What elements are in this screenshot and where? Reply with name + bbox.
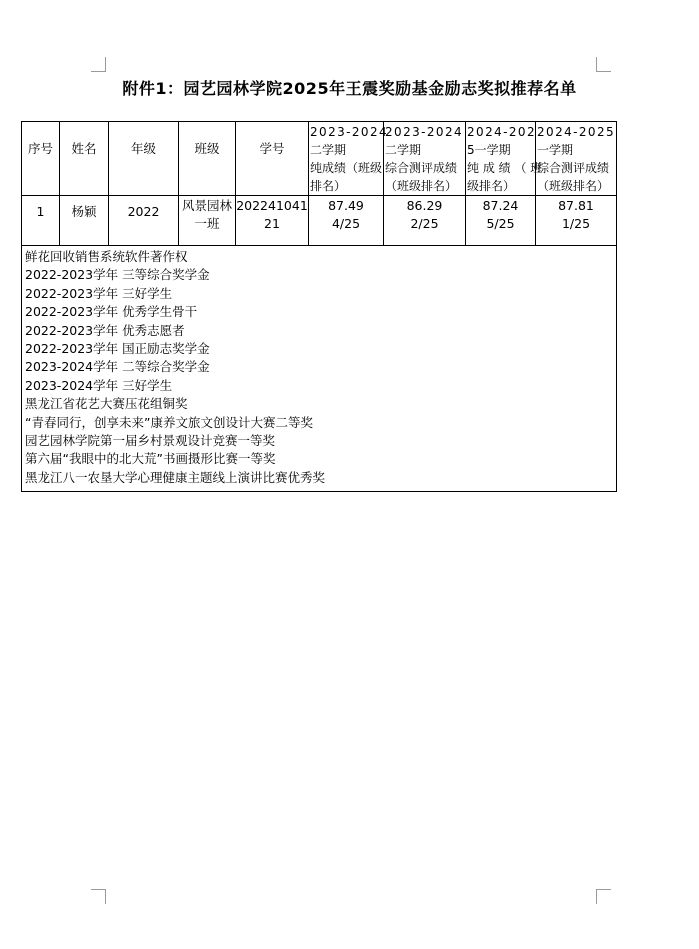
award-item: 2022-2023学年 优秀志愿者 — [25, 322, 185, 338]
header-score-2023-2024-pure — [309, 122, 389, 196]
header-student-id: 学号 — [236, 122, 309, 196]
header-score-text: 2023-2024 — [385, 125, 464, 139]
award-item: 第六届“我眼中的北大荒”书画摄形比赛一等奖 — [25, 451, 276, 467]
header-name: 姓名 — [60, 122, 109, 196]
cell-class-line: 一班 — [194, 216, 220, 231]
header-score-text: （班级排名） — [537, 179, 610, 193]
cell-class-line: 风景园林 — [181, 198, 232, 213]
header-grade: 年级 — [109, 122, 179, 196]
header-score-text: 排名） — [310, 179, 347, 193]
recommendation-table — [21, 121, 617, 492]
cell-score-value: 87.24 — [482, 198, 519, 213]
award-item: 2022-2023学年 优秀学生骨干 — [25, 304, 198, 320]
award-item: 黑龙江八一农垦大学心理健康主题线上演讲比赛优秀奖 — [25, 469, 326, 485]
cell-score-1 — [309, 196, 384, 246]
header-score-2023-2024-comprehensive — [384, 122, 466, 196]
cell-score-4 — [536, 196, 617, 246]
cell-score-2 — [384, 196, 466, 246]
header-score-text: （班级排名） — [385, 179, 458, 193]
crop-mark-bottom-right — [596, 889, 611, 904]
crop-mark-bottom-left — [91, 889, 106, 904]
header-score-text: 级排名） — [467, 179, 516, 193]
table-row — [22, 196, 617, 246]
header-score-text: 综合测评成绩 — [537, 161, 610, 175]
cell-score-rank: 2/25 — [410, 216, 439, 231]
award-item: 2022-2023学年 三等综合奖学金 — [25, 267, 210, 283]
cell-name: 杨颖 — [60, 196, 109, 246]
header-score-text: 二学期 — [310, 143, 347, 157]
cell-score-value: 86.29 — [406, 198, 443, 213]
cell-grade: 2022 — [109, 196, 179, 246]
crop-mark-top-left — [91, 57, 106, 72]
cell-score-value: 87.81 — [558, 198, 594, 213]
header-score-text: 2023-2024 — [310, 125, 389, 139]
header-score-text: 2024-202 — [467, 125, 536, 139]
awards-row — [22, 246, 617, 492]
cell-student-id — [236, 196, 309, 246]
cell-score-rank: 4/25 — [331, 216, 361, 231]
cell-score-3 — [466, 196, 536, 246]
award-item: 2022-2023学年 三好学生 — [25, 285, 173, 301]
header-score-text: 纯 成 绩 （ 班 — [467, 161, 543, 175]
header-score-text: 5一学期 — [467, 143, 511, 157]
cell-score-value: 87.49 — [328, 198, 364, 213]
page-title: 附件1：园艺园林学院2025年王震奖励基金励志奖拟推荐名单 — [122, 79, 577, 98]
award-item: 2022-2023学年 国正励志奖学金 — [25, 341, 210, 357]
cell-score-rank: 5/25 — [486, 216, 515, 231]
cell-score-rank: 1/25 — [561, 216, 591, 231]
award-item: “青春同行，创享未来”康养文旅文创设计大赛二等奖 — [25, 414, 313, 430]
header-score-2024-2025-comprehensive — [536, 122, 617, 196]
crop-mark-top-right — [596, 57, 611, 72]
header-score-text: 综合测评成绩 — [385, 161, 458, 175]
cell-student-id-line: 202241041 — [236, 198, 308, 213]
award-item: 2023-2024学年 二等综合奖学金 — [25, 359, 210, 375]
award-item: 鲜花回收销售系统软件著作权 — [25, 249, 188, 264]
header-score-text: 纯成绩（班级 — [310, 161, 383, 175]
header-index: 序号 — [22, 122, 60, 196]
header-score-2024-2025-pure — [466, 122, 543, 196]
award-item: 2023-2024学年 三好学生 — [25, 377, 173, 393]
cell-class — [179, 196, 236, 246]
award-item: 黑龙江省花艺大赛压花组铜奖 — [25, 396, 188, 412]
header-score-text: 一学期 — [537, 143, 574, 157]
header-score-text: 二学期 — [385, 143, 422, 157]
cell-index: 1 — [22, 196, 60, 246]
header-score-text: 2024-2025 — [537, 125, 616, 139]
header-row — [22, 122, 617, 196]
awards-cell — [22, 246, 617, 492]
cell-student-id-line: 21 — [264, 216, 280, 231]
award-item: 园艺园林学院第一届乡村景观设计竞赛一等奖 — [25, 433, 276, 449]
header-class: 班级 — [179, 122, 236, 196]
